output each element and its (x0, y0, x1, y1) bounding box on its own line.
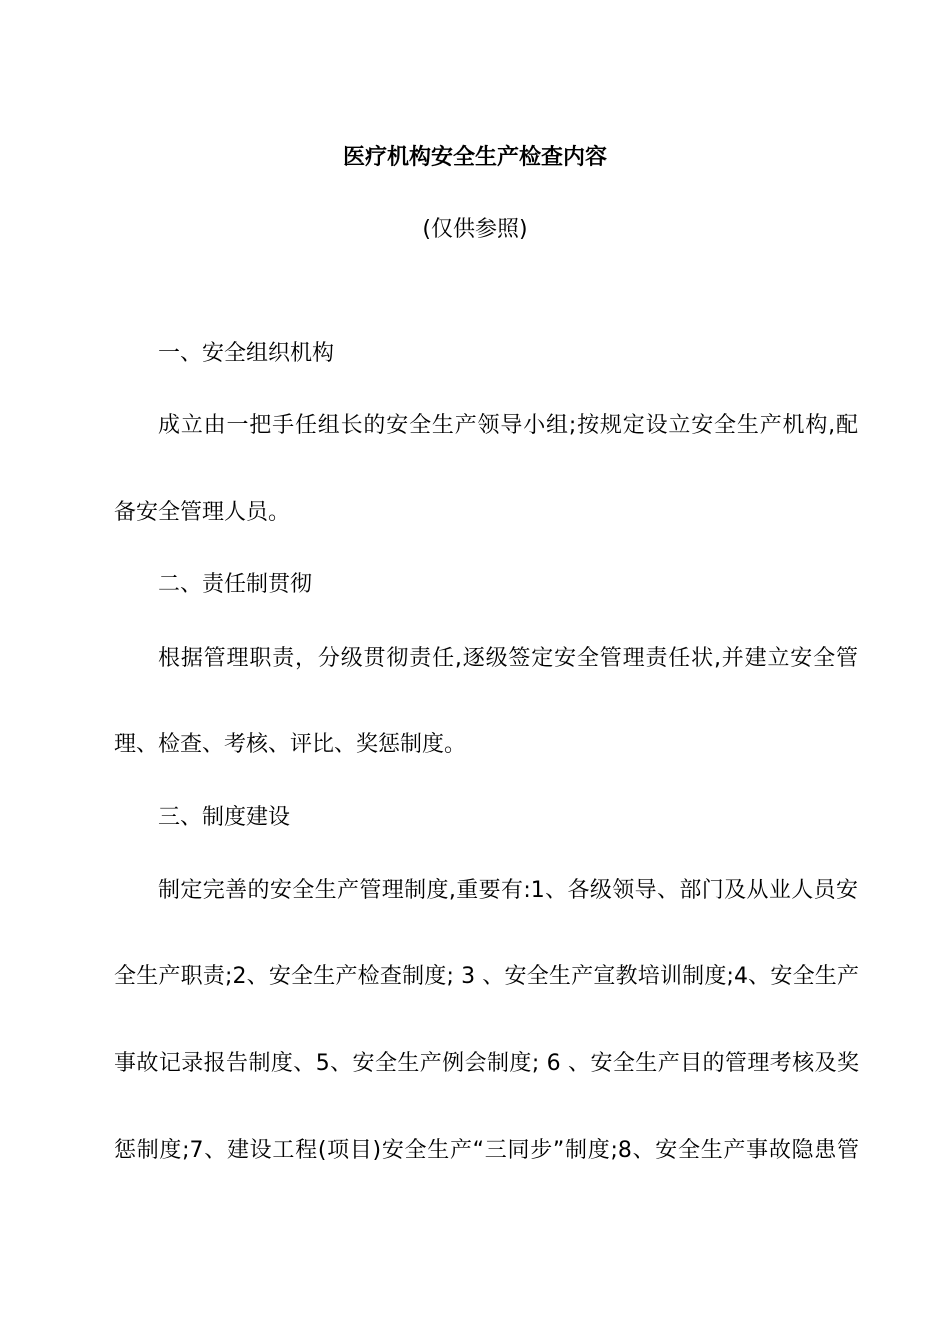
section-heading-1: 一、安全组织机构 (158, 341, 335, 366)
section-3-line-2: 全生产职责;2、安全生产检查制度; 3 、安全生产宣教培训制度;4、安全生产 (114, 964, 859, 989)
section-heading-2: 二、责任制贯彻 (158, 572, 313, 597)
section-2-line-2: 理、检查、考核、评比、奖惩制度。 (114, 732, 467, 757)
section-3-line-4: 惩制度;7、建设工程(项目)安全生产“三同步”制度;8、安全生产事故隐患管 (114, 1138, 859, 1163)
section-3-line-3: 事故记录报告制度、5、安全生产例会制度; 6 、安全生产目的管理考核及奖 (114, 1051, 859, 1076)
section-heading-3: 三、制度建设 (158, 805, 291, 830)
section-1-line-2: 备安全管理人员。 (114, 500, 291, 525)
section-1-line-1: 成立由一把手任组长的安全生产领导小组;按规定设立安全生产机构,配 (158, 413, 858, 438)
section-2-line-1: 根据管理职责，分级贯彻责任,逐级签定安全管理责任状,并建立安全管 (158, 646, 858, 671)
section-3-line-1: 制定完善的安全生产管理制度,重要有:1、各级领导、部门及从业人员安 (158, 878, 858, 903)
page-title: 医疗机构安全生产检查内容 (342, 145, 607, 170)
page-subtitle: (仅供参照) (422, 217, 528, 242)
